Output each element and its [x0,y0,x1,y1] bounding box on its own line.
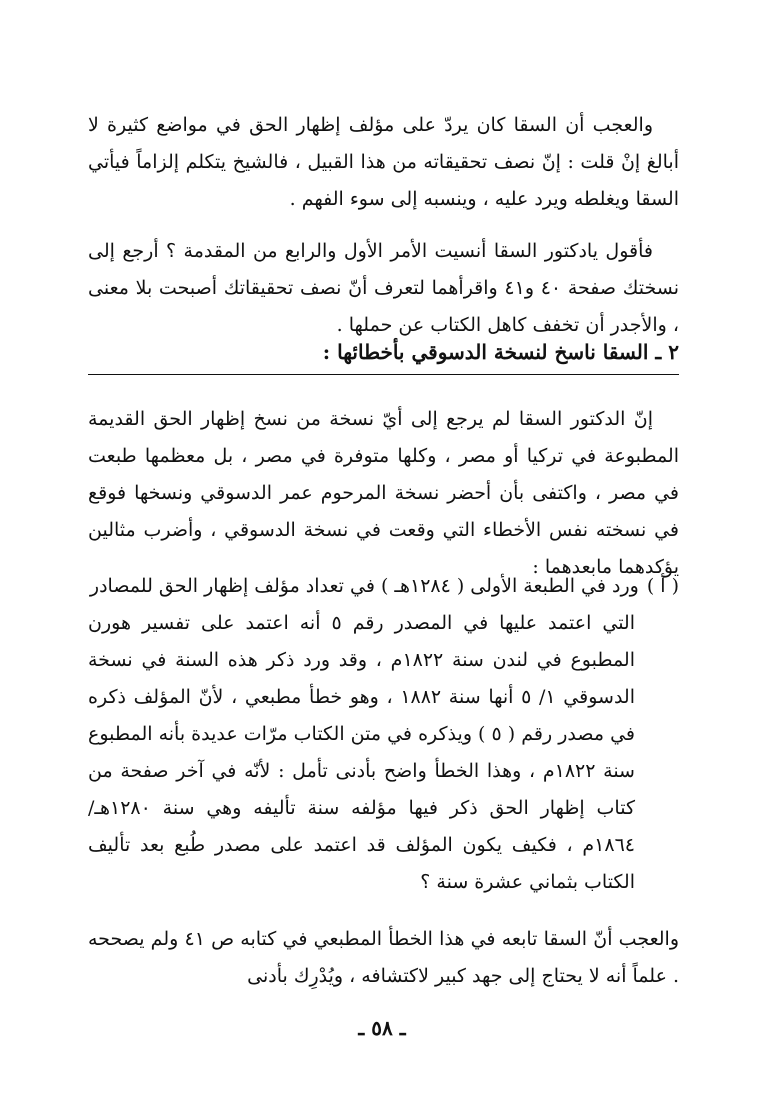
heading-underline [88,374,679,375]
list-item-a-first-line [88,568,679,605]
list-item-a-first-text: ورد في الطبعة الأولى ( ١٢٨٤هـ ) في تعداد مؤلف إظهار الحق للمصادر [89,575,639,597]
paragraph-2: فأقول يادكتور السقا أنسيت الأمر الأول والرابع من المقدمة ؟ أرجع إلى نسختك صفحة ٤٠ و٤١ واقرأهما لتعرف أنّ نصف تحقيقاتك أصبحت بلا معنى ، والأجدر أن تخفف كاهل الكتاب عن حملها . [88,240,679,336]
section-heading: ٢ ـ السقا ناسخ لنسخة الدسوقي بأخطائها : [322,340,679,364]
page-number: ـ ٥٨ ـ [358,1016,406,1040]
list-item-a-continuation: التي اعتمد عليها في المصدر رقم ٥ أنه اعتمد على تفسير هورن المطبوع في لندن سنة ١٨٢٢م ، وقد ورد ذكر هذه السنة في نسخة الدسوقي ١/ ٥ أنها سنة ١٨٨٢ ، وهو خطأ مطبعي ، لأنّ المؤلف ذكره في مصدر رقم ( ٥ ) ويذكره في متن الكتاب مرّات عديدة بأنه المطبوع سنة ١٨٢٢م ، وهذا الخطأ واضح بأدنى تأمل : لأنّه في آخر صفحة من كتاب إظهار الحق ذكر فيها مؤلفه سنة تأليفه وهي سنة ١٢٨٠هـ/ ١٨٦٤م ، فكيف يكون المؤلف قد اعتمد على مصدر طُبع بعد تأليف الكتاب بثماني عشرة سنة ؟ [88,612,635,893]
paragraph-4: والعجب أنّ السقا تابعه في هذا الخطأ المطبعي في كتابه ص ٤١ ولم يصححه . علماً أنه لا يحتاج إلى جهد كبير لاكتشافه ، ويُدْرِك بأدنى [88,928,680,987]
list-item-a [88,568,679,901]
list-item-marker: ( أ ) [646,575,679,597]
paragraph-3: إنّ الدكتور السقا لم يرجع إلى أيّ نسخة من نسخ إظهار الحق القديمة المطبوعة في تركيا أو مصر ، وكلها متوفرة في مصر ، بل معظمها طبعت في مصر ، واكتفى بأن أحضر نسخة المرحوم عمر الدسوقي ونسخها فوقع في نسخته نفس الأخطاء التي وقعت في نسخة الدسوقي ، وأضرب مثالين يؤكدهما مابعدهما : [88,408,679,578]
paragraph-1: والعجب أن السقا كان يردّ على مؤلف إظهار الحق في مواضع كثيرة لا أبالغ إنْ قلت : إنّ نصف تحقيقاته من هذا القبيل ، فالشيخ يتكلم إلزاماً فيأتي السقا ويغلطه ويرد عليه ، وينسبه إلى سوء الفهم . [88,114,679,210]
